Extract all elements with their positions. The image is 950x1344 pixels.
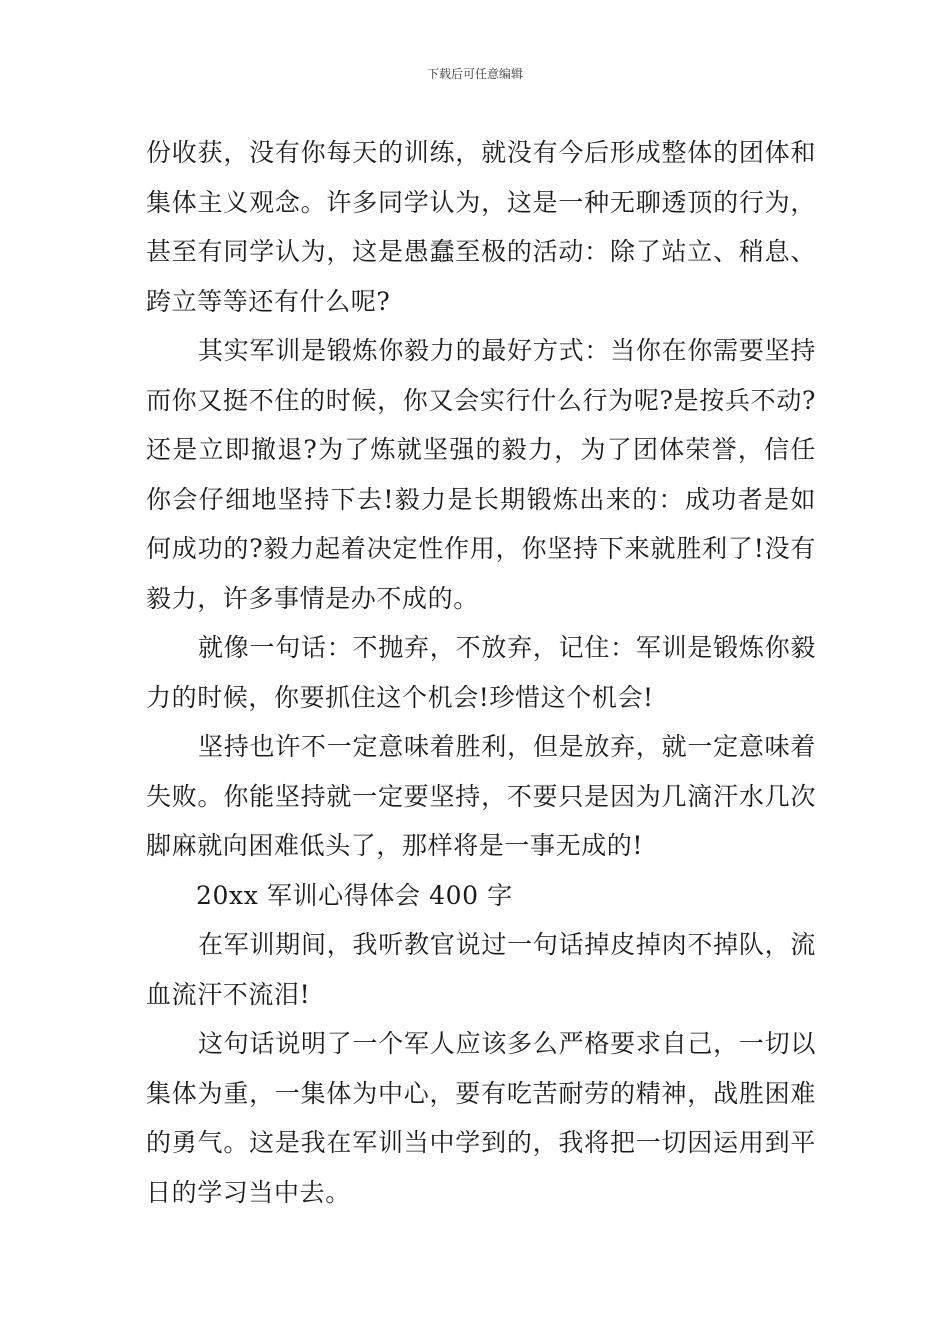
paragraph: 这句话说明了一个军人应该多么严格要求自己，一切以集体为重，一集体为中心，要有吃苦耐劳的精神，战胜困难的勇气。这是我在军训当中学到的，我将把一切因运用到平日的学习当中去。	[146, 1029, 816, 1207]
paragraph: 坚持也许不一定意味着胜利，但是放弃，就一定意味着失败。你能坚持就一定要坚持，不要只是因为几滴汗水几次脚麻就向困难低头了，那样将是一事无成的!	[146, 732, 816, 860]
document-body	[146, 128, 816, 1217]
paragraph: 在军训期间，我听教官说过一句话掉皮掉肉不掉队，流血流汗不流泪!	[146, 930, 816, 1009]
section-heading: 20xx 军训心得体会 400 字	[196, 880, 513, 910]
paragraph: 其实军训是锻炼你毅力的最好方式：当你在你需要坚持而你又挺不住的时候，你又会实行什么行为呢?是按兵不动?还是立即撤退?为了炼就坚强的毅力，为了团体荣誉，信任你会仔细地坚持下去!毅力是长期锻炼出来的：成功者是如何成功的?毅力起着决定性作用，你坚持下来就胜利了!没有毅力，许多事情是办不成的。	[146, 336, 816, 613]
paragraph: 就像一句话：不抛弃，不放弃，记住：军训是锻炼你毅力的时候，你要抓住这个机会!珍惜这个机会!	[146, 633, 816, 712]
paragraph: 份收获，没有你每天的训练，就没有今后形成整体的团体和集体主义观念。许多同学认为，这是一种无聊透顶的行为，甚至有同学认为，这是愚蠢至极的活动：除了站立、稍息、跨立等等还有什么呢?	[146, 138, 816, 316]
page-header: 下载后可任意编辑	[426, 67, 523, 81]
